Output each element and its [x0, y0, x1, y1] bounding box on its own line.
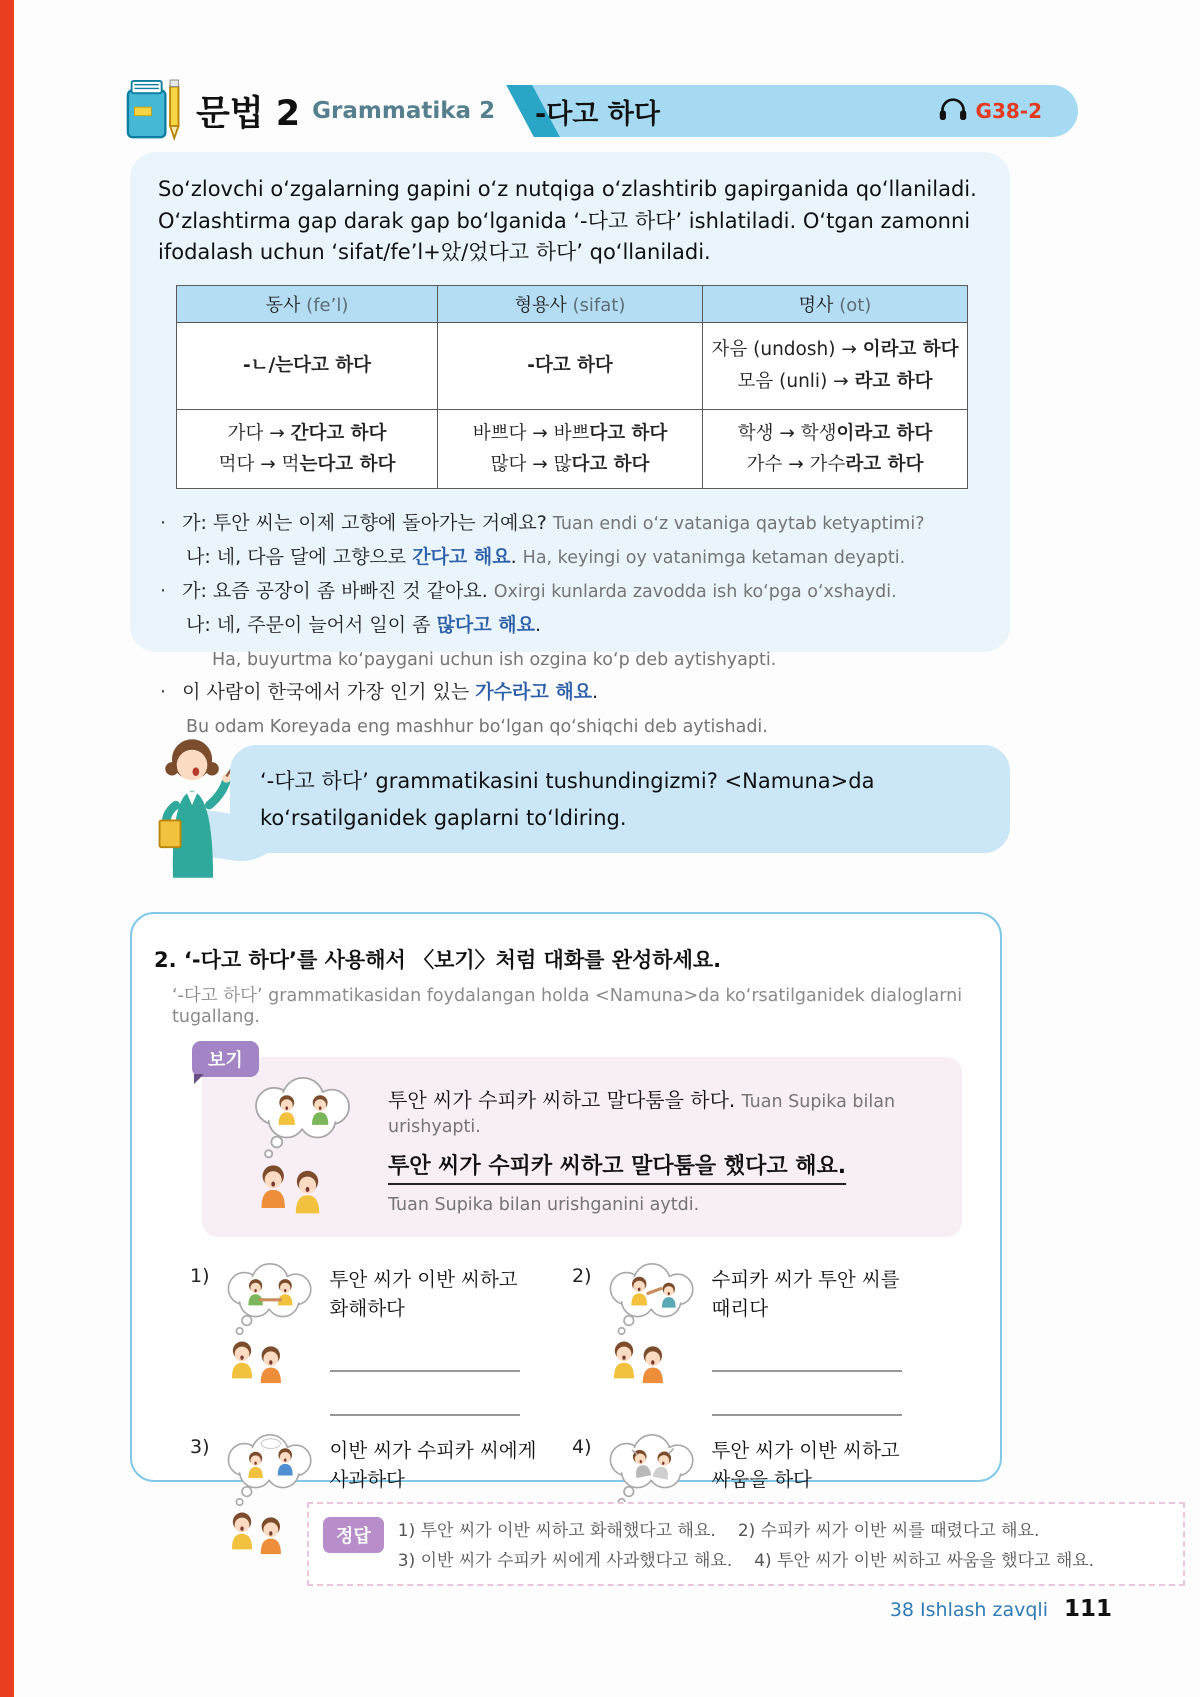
item-number: 2) — [572, 1265, 592, 1287]
rule-noun: 자음 (undosh) → 이라고 하다 모음 (unli) → 라고 하다 — [703, 322, 968, 409]
uzbek-translation: Oxirgi kunlarda zavodda ish ko‘pga o‘xshaydi. — [493, 582, 897, 602]
example-answer-uz: Tuan Supika bilan urishganini aytdi. — [388, 1194, 700, 1215]
example-illustration — [244, 1077, 362, 1221]
highlighted-form: 가수라고 해요 — [475, 681, 593, 704]
exercise-item-1 — [190, 1263, 572, 1416]
conjugation-table — [176, 285, 968, 490]
example-line — [160, 710, 982, 744]
book-pencil-icon — [126, 75, 186, 149]
answer-1: 1) 투안 씨가 이반 씨하고 화해했다고 해요. — [397, 1521, 716, 1541]
korean-text: 가: 투안 씨는 이제 고향에 돌아가는 거예요? — [182, 512, 553, 535]
book-title: 38 Ishlash zavqli — [889, 1599, 1048, 1621]
korean-text: 나: 네, 다음 달에 고향으로 — [186, 546, 413, 569]
answer-key-badge: 정답 — [323, 1517, 384, 1553]
korean-text: 가: 요즘 공장이 좀 바빠진 것 같아요. — [182, 580, 494, 602]
example-box — [202, 1050, 962, 1237]
speech-bubble — [230, 745, 1010, 853]
page-number: 111 — [1063, 1596, 1112, 1622]
col-header-verb: 동사 (fe’l) — [177, 285, 438, 322]
example-line: 나: 네, 다음 달에 고향으로 간다고 해요. Ha, keyingi oy vatanimga ketaman deyapti. — [186, 546, 906, 569]
example-line: · 이 사람이 한국에서 가장 인기 있는 가수라고 해요. — [160, 676, 982, 710]
answer-key-box — [307, 1502, 1185, 1586]
rule-verb: -ㄴ/는다고 하다 — [177, 322, 438, 409]
uzbek-translation: Bu odam Koreyada eng mashhur bo‘lgan qo‘shiqchi deb aytishadi. — [186, 717, 768, 738]
answer-blank[interactable] — [712, 1372, 902, 1416]
exercise-item-2 — [572, 1263, 954, 1416]
example-adjective: 바쁘다 → 바쁘다고 하다 많다 → 많다고 하다 — [438, 409, 703, 489]
headphones-icon — [938, 97, 968, 125]
intro-paragraph: So‘zlovchi o‘zgalarning gapini o‘z nutqiga o‘zlashtirib gapirganida qo‘llaniladi. O‘zlashtirma gap darak gap bo‘lganida ‘-다고 하다’ ishlatiladi. O‘tgan zamonni ifodalash uchun ‘sifat/fe’l+았/었다고 하다’ qo‘llaniladi. — [158, 177, 977, 264]
example-answer: 투안 씨가 수피카 씨하고 말다툼을 했다고 해요. — [388, 1149, 846, 1185]
uzbek-translation: Ha, keyingi oy vatanimga ketaman deyapti. — [522, 548, 906, 569]
korean-text: 나: 네, 주문이 늘어서 일이 좀 — [186, 613, 437, 636]
example-sentences — [160, 507, 982, 744]
item-prompt: 투안 씨가 이반 씨하고 싸움을 하다 — [711, 1438, 900, 1491]
uzbek-translation: Tuan endi o‘z vataniga qaytab ketyaptimi? — [552, 514, 925, 535]
answer-blank[interactable] — [330, 1372, 520, 1416]
korean-text: 이 사람이 한국에서 가장 인기 있는 — [182, 681, 476, 704]
audio-button[interactable] — [938, 85, 1042, 137]
answer-4: 4) 투안 씨가 이반 씨하고 싸움을 했다고 해요. — [754, 1550, 1095, 1571]
grammar-explanation-panel — [130, 152, 1010, 738]
highlighted-form: 많다고 해요 — [436, 613, 535, 636]
table-rule-row — [177, 322, 968, 409]
example-line — [160, 575, 982, 609]
page-footer — [890, 1596, 1112, 1622]
item-illustration-handshake — [218, 1263, 322, 1416]
example-prompt: 투안 씨가 수피카 씨하고 말다툼을 하다. Tuan Supika bilan urishyapti. — [388, 1087, 896, 1137]
audio-code: G38-2 — [975, 99, 1042, 123]
teacher-illustration — [150, 736, 236, 884]
table-header-row — [177, 285, 968, 322]
item-illustration-hitting — [600, 1263, 704, 1416]
item-illustration-apology — [218, 1434, 322, 1587]
grammar-header — [120, 85, 1078, 137]
answer-line-2 — [398, 1547, 1116, 1577]
col-header-noun: 명사 (ot) — [703, 285, 968, 322]
answer-blank[interactable] — [712, 1324, 902, 1372]
exercise-instruction-uz: ‘-다고 하다’ grammatikasidan foydalangan holda <Namuna>da ko‘rsatilganidek dialoglarni tugallang. — [172, 986, 963, 1027]
answer-blank[interactable] — [330, 1324, 520, 1372]
answer-line-1 — [398, 1517, 1116, 1547]
example-verb: 가다 → 간다고 하다 먹다 → 먹는다고 하다 — [177, 409, 438, 489]
exercise-panel — [130, 912, 1002, 1491]
section-subtitle: Grammatika 2 — [312, 98, 496, 124]
speech-bubble-text: ‘-다고 하다’ grammatikasini tushundingizmi? <Namuna>da ko‘rsatilganidek gaplarni to‘ldiring. — [260, 769, 875, 830]
page-edge-strip — [0, 0, 14, 1697]
section-title: 문법 2 — [196, 94, 301, 134]
table-example-row — [177, 409, 968, 489]
item-prompt: 투안 씨가 이반 씨하고 화해하다 — [329, 1268, 518, 1321]
exercise-title: 2. ‘-다고 하다’를 사용해서 〈보기〉처럼 대화를 완성하세요. — [154, 948, 722, 972]
example-noun: 학생 → 학생이라고 하다 가수 → 가수라고 하다 — [703, 409, 968, 489]
col-header-adjective: 형용사 (sifat) — [438, 285, 703, 322]
example-line — [160, 507, 982, 541]
item-prompt: 이반 씨가 수피카 씨에게 사과하다 — [329, 1438, 537, 1491]
answer-3: 3) 이반 씨가 수피카 씨에게 사과했다고 해요. — [397, 1550, 733, 1571]
item-number: 1) — [190, 1265, 210, 1287]
item-prompt: 수피카 씨가 투안 씨를 때리다 — [711, 1268, 900, 1321]
example-badge: 보기 — [192, 1041, 259, 1077]
rule-adjective: -다고 하다 — [438, 322, 703, 409]
highlighted-form: 간다고 해요 — [412, 546, 511, 569]
uzbek-translation: Ha, buyurtma ko‘paygani uchun ish ozgina ko‘p deb aytishyapti. — [212, 649, 777, 670]
grammar-point-title: -다고 하다 — [535, 98, 660, 130]
example-line — [160, 643, 982, 677]
item-number: 3) — [190, 1435, 210, 1458]
example-line: 나: 네, 주문이 늘어서 일이 좀 많다고 해요. — [186, 613, 542, 636]
answer-2: 2) 수피카 씨가 이반 씨를 때렸다고 해요. — [737, 1521, 1040, 1541]
item-number: 4) — [572, 1435, 592, 1458]
